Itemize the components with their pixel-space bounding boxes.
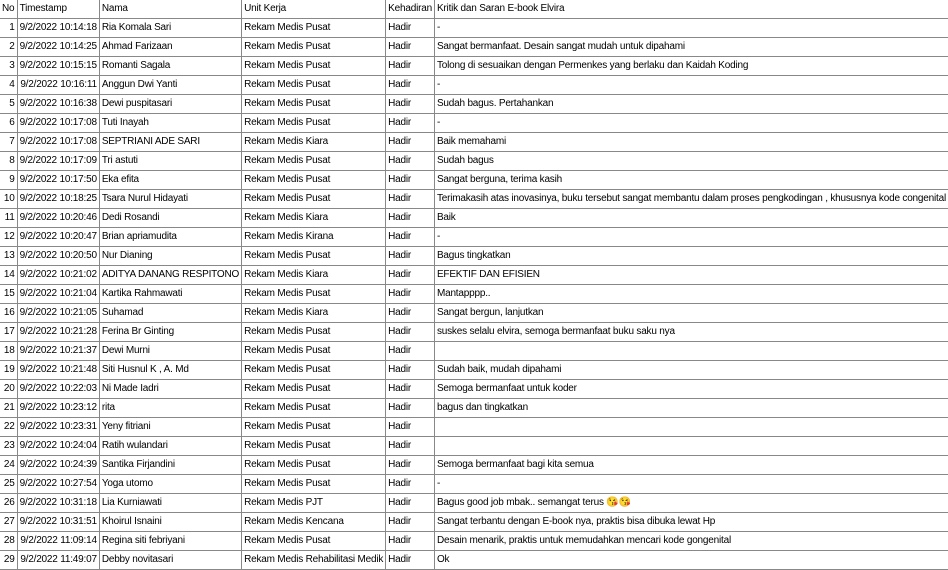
cell-no[interactable]: 27 xyxy=(0,513,17,532)
table-row xyxy=(0,209,948,228)
cell-kehadiran[interactable]: Hadir xyxy=(386,152,435,171)
cell-no[interactable]: 8 xyxy=(0,152,17,171)
cell-timestamp[interactable]: 9/2/2022 10:14:25 xyxy=(17,38,99,57)
table-row xyxy=(0,532,948,551)
cell-nama[interactable]: SEPTRIANI ADE SARI xyxy=(99,133,241,152)
cell-unit-kerja[interactable]: Rekam Medis Kiara xyxy=(242,266,386,285)
cell-no[interactable]: 10 xyxy=(0,190,17,209)
cell-timestamp[interactable]: 9/2/2022 10:21:28 xyxy=(17,323,99,342)
table-row xyxy=(0,57,948,76)
cell-nama[interactable]: Ria Komala Sari xyxy=(99,19,241,38)
cell-unit-kerja[interactable]: Rekam Medis Pusat xyxy=(242,399,386,418)
cell-no[interactable]: 15 xyxy=(0,285,17,304)
cell-kritik-saran[interactable]: Semoga bermanfaat untuk koder xyxy=(434,380,948,399)
cell-kehadiran[interactable]: Hadir xyxy=(386,133,435,152)
cell-unit-kerja[interactable]: Rekam Medis Pusat xyxy=(242,152,386,171)
cell-unit-kerja[interactable]: Rekam Medis PJT xyxy=(242,494,386,513)
cell-unit-kerja[interactable]: Rekam Medis Pusat xyxy=(242,171,386,190)
table-row xyxy=(0,342,948,361)
cell-unit-kerja[interactable]: Rekam Medis Pusat xyxy=(242,76,386,95)
cell-unit-kerja[interactable]: Rekam Medis Kencana xyxy=(242,513,386,532)
table-row xyxy=(0,19,948,38)
cell-timestamp[interactable]: 9/2/2022 10:20:46 xyxy=(17,209,99,228)
cell-nama[interactable]: rita xyxy=(99,399,241,418)
cell-unit-kerja[interactable]: Rekam Medis Pusat xyxy=(242,19,386,38)
cell-kritik-saran[interactable]: Desain menarik, praktis untuk memudahkan mencari kode gongenital xyxy=(434,532,948,551)
cell-no[interactable]: 2 xyxy=(0,38,17,57)
cell-kehadiran[interactable]: Hadir xyxy=(386,95,435,114)
cell-nama[interactable]: Ferina Br Ginting xyxy=(99,323,241,342)
cell-nama[interactable]: Tri astuti xyxy=(99,152,241,171)
cell-nama[interactable]: Yeny fitriani xyxy=(99,418,241,437)
cell-kritik-saran[interactable]: Bagus tingkatkan xyxy=(434,247,948,266)
cell-kritik-saran[interactable]: - xyxy=(434,19,948,38)
cell-kehadiran[interactable]: Hadir xyxy=(386,285,435,304)
cell-timestamp[interactable]: 9/2/2022 10:17:08 xyxy=(17,114,99,133)
cell-kritik-saran[interactable]: Bagus good job mbak.. semangat terus 😘😘 xyxy=(434,494,948,513)
cell-timestamp[interactable]: 9/2/2022 10:27:54 xyxy=(17,475,99,494)
cell-timestamp[interactable]: 9/2/2022 10:18:25 xyxy=(17,190,99,209)
cell-unit-kerja[interactable]: Rekam Medis Kirana xyxy=(242,228,386,247)
cell-unit-kerja[interactable]: Rekam Medis Pusat xyxy=(242,38,386,57)
table-row xyxy=(0,190,948,209)
cell-kritik-saran[interactable]: Sudah bagus. Pertahankan xyxy=(434,95,948,114)
cell-nama[interactable]: Ni Made Iadri xyxy=(99,380,241,399)
cell-kehadiran[interactable]: Hadir xyxy=(386,380,435,399)
cell-unit-kerja[interactable]: Rekam Medis Pusat xyxy=(242,456,386,475)
cell-unit-kerja[interactable]: Rekam Medis Pusat xyxy=(242,418,386,437)
header-unit-kerja[interactable]: Unit Kerja xyxy=(242,0,386,19)
header-no[interactable]: No xyxy=(0,0,17,19)
cell-timestamp[interactable]: 9/2/2022 10:23:31 xyxy=(17,418,99,437)
table-row xyxy=(0,152,948,171)
cell-nama[interactable]: Tuti Inayah xyxy=(99,114,241,133)
cell-nama[interactable]: Anggun Dwi Yanti xyxy=(99,76,241,95)
cell-kehadiran[interactable]: Hadir xyxy=(386,247,435,266)
cell-kritik-saran[interactable]: Sangat bergun, lanjutkan xyxy=(434,304,948,323)
cell-kritik-saran[interactable] xyxy=(434,418,948,437)
cell-nama[interactable]: Romanti Sagala xyxy=(99,57,241,76)
cell-kehadiran[interactable]: Hadir xyxy=(386,228,435,247)
cell-no[interactable]: 3 xyxy=(0,57,17,76)
cell-nama[interactable]: Lia Kurniawati xyxy=(99,494,241,513)
cell-nama[interactable]: Dewi puspitasari xyxy=(99,95,241,114)
cell-unit-kerja[interactable]: Rekam Medis Kiara xyxy=(242,304,386,323)
cell-kehadiran[interactable]: Hadir xyxy=(386,76,435,95)
cell-kritik-saran[interactable]: - xyxy=(434,114,948,133)
cell-no[interactable]: 24 xyxy=(0,456,17,475)
cell-nama[interactable]: Suhamad xyxy=(99,304,241,323)
table-row xyxy=(0,247,948,266)
cell-unit-kerja[interactable]: Rekam Medis Pusat xyxy=(242,323,386,342)
cell-kehadiran[interactable]: Hadir xyxy=(386,551,435,570)
table-row xyxy=(0,304,948,323)
cell-unit-kerja[interactable]: Rekam Medis Pusat xyxy=(242,247,386,266)
table-row xyxy=(0,323,948,342)
cell-kritik-saran[interactable]: Sudah baik, mudah dipahami xyxy=(434,361,948,380)
cell-kritik-saran[interactable]: Mantapppp.. xyxy=(434,285,948,304)
cell-unit-kerja[interactable]: Rekam Medis Pusat xyxy=(242,475,386,494)
cell-timestamp[interactable]: 9/2/2022 10:14:18 xyxy=(17,19,99,38)
cell-nama[interactable]: Ratih wulandari xyxy=(99,437,241,456)
cell-timestamp[interactable]: 9/2/2022 10:20:47 xyxy=(17,228,99,247)
cell-timestamp[interactable]: 9/2/2022 10:16:38 xyxy=(17,95,99,114)
cell-kehadiran[interactable]: Hadir xyxy=(386,304,435,323)
cell-timestamp[interactable]: 9/2/2022 10:23:12 xyxy=(17,399,99,418)
cell-timestamp[interactable]: 9/2/2022 10:15:15 xyxy=(17,57,99,76)
cell-kritik-saran[interactable]: Sangat bermanfaat. Desain sangat mudah untuk dipahami xyxy=(434,38,948,57)
cell-no[interactable]: 25 xyxy=(0,475,17,494)
cell-no[interactable]: 13 xyxy=(0,247,17,266)
cell-timestamp[interactable]: 9/2/2022 10:31:18 xyxy=(17,494,99,513)
cell-timestamp[interactable]: 9/2/2022 10:21:04 xyxy=(17,285,99,304)
cell-kritik-saran[interactable] xyxy=(434,437,948,456)
cell-kehadiran[interactable]: Hadir xyxy=(386,475,435,494)
cell-unit-kerja[interactable]: Rekam Medis Pusat xyxy=(242,114,386,133)
cell-kritik-saran[interactable]: Sangat terbantu dengan E-book nya, praktis bisa dibuka lewat Hp xyxy=(434,513,948,532)
cell-timestamp[interactable]: 9/2/2022 10:21:05 xyxy=(17,304,99,323)
cell-unit-kerja[interactable]: Rekam Medis Pusat xyxy=(242,342,386,361)
cell-kehadiran[interactable]: Hadir xyxy=(386,532,435,551)
table-row xyxy=(0,133,948,152)
cell-kritik-saran[interactable]: Baik memahami xyxy=(434,133,948,152)
cell-timestamp[interactable]: 9/2/2022 10:16:11 xyxy=(17,76,99,95)
cell-kehadiran[interactable]: Hadir xyxy=(386,266,435,285)
cell-kritik-saran[interactable]: Sangat berguna, terima kasih xyxy=(434,171,948,190)
cell-timestamp[interactable]: 9/2/2022 11:09:14 xyxy=(17,532,99,551)
cell-unit-kerja[interactable]: Rekam Medis Rehabilitasi Medik xyxy=(242,551,386,570)
cell-kehadiran[interactable]: Hadir xyxy=(386,19,435,38)
cell-timestamp[interactable]: 9/2/2022 10:17:09 xyxy=(17,152,99,171)
table-row xyxy=(0,361,948,380)
header-kehadiran[interactable]: Kehadiran xyxy=(386,0,435,19)
table-row xyxy=(0,76,948,95)
cell-unit-kerja[interactable]: Rekam Medis Pusat xyxy=(242,380,386,399)
cell-timestamp[interactable]: 9/2/2022 10:24:39 xyxy=(17,456,99,475)
cell-kehadiran[interactable]: Hadir xyxy=(386,190,435,209)
table-row xyxy=(0,266,948,285)
cell-nama[interactable]: Siti Husnul K , A. Md xyxy=(99,361,241,380)
cell-nama[interactable]: Santika Firjandini xyxy=(99,456,241,475)
cell-kritik-saran[interactable] xyxy=(434,342,948,361)
cell-kritik-saran[interactable]: Semoga bermanfaat bagi kita semua xyxy=(434,456,948,475)
cell-no[interactable]: 6 xyxy=(0,114,17,133)
table-row xyxy=(0,114,948,133)
cell-no[interactable]: 16 xyxy=(0,304,17,323)
cell-no[interactable]: 9 xyxy=(0,171,17,190)
cell-kehadiran[interactable]: Hadir xyxy=(386,418,435,437)
cell-no[interactable]: 20 xyxy=(0,380,17,399)
cell-nama[interactable]: Tsara Nurul Hidayati xyxy=(99,190,241,209)
cell-no[interactable]: 12 xyxy=(0,228,17,247)
cell-kritik-saran[interactable]: Sudah bagus xyxy=(434,152,948,171)
cell-unit-kerja[interactable]: Rekam Medis Pusat xyxy=(242,95,386,114)
cell-timestamp[interactable]: 9/2/2022 10:20:50 xyxy=(17,247,99,266)
cell-unit-kerja[interactable]: Rekam Medis Pusat xyxy=(242,361,386,380)
table-row xyxy=(0,285,948,304)
cell-unit-kerja[interactable]: Rekam Medis Kiara xyxy=(242,133,386,152)
cell-no[interactable]: 7 xyxy=(0,133,17,152)
cell-no[interactable]: 18 xyxy=(0,342,17,361)
cell-nama[interactable]: Kartika Rahmawati xyxy=(99,285,241,304)
table-row xyxy=(0,437,948,456)
cell-kehadiran[interactable]: Hadir xyxy=(386,494,435,513)
cell-no[interactable]: 11 xyxy=(0,209,17,228)
cell-no[interactable]: 4 xyxy=(0,76,17,95)
table-row xyxy=(0,513,948,532)
cell-no[interactable]: 22 xyxy=(0,418,17,437)
cell-kehadiran[interactable]: Hadir xyxy=(386,57,435,76)
cell-nama[interactable]: ADITYA DANANG RESPITONO xyxy=(99,266,241,285)
table-row xyxy=(0,228,948,247)
cell-no[interactable]: 29 xyxy=(0,551,17,570)
cell-unit-kerja[interactable]: Rekam Medis Pusat xyxy=(242,190,386,209)
cell-kehadiran[interactable]: Hadir xyxy=(386,456,435,475)
cell-no[interactable]: 28 xyxy=(0,532,17,551)
header-kritik-saran[interactable]: Kritik dan Saran E-book Elvira xyxy=(434,0,948,19)
cell-kritik-saran[interactable]: Terimakasih atas inovasinya, buku tersebut sangat membantu dalam proses pengkodingan , khususnya kode congenital xyxy=(434,190,948,209)
cell-kritik-saran[interactable]: Tolong di sesuaikan dengan Permenkes yang berlaku dan Kaidah Koding xyxy=(434,57,948,76)
cell-unit-kerja[interactable]: Rekam Medis Pusat xyxy=(242,285,386,304)
cell-nama[interactable]: Khoirul Isnaini xyxy=(99,513,241,532)
cell-nama[interactable]: Nur Dianing xyxy=(99,247,241,266)
cell-kritik-saran[interactable]: - xyxy=(434,475,948,494)
cell-kehadiran[interactable]: Hadir xyxy=(386,171,435,190)
cell-nama[interactable]: Regina siti febriyani xyxy=(99,532,241,551)
table-row xyxy=(0,171,948,190)
table-row xyxy=(0,380,948,399)
cell-nama[interactable]: Brian apriamudita xyxy=(99,228,241,247)
cell-kehadiran[interactable]: Hadir xyxy=(386,513,435,532)
cell-no[interactable]: 17 xyxy=(0,323,17,342)
cell-timestamp[interactable]: 9/2/2022 11:49:07 xyxy=(17,551,99,570)
cell-nama[interactable]: Ahmad Farizaan xyxy=(99,38,241,57)
table-row xyxy=(0,38,948,57)
cell-timestamp[interactable]: 9/2/2022 10:21:37 xyxy=(17,342,99,361)
cell-timestamp[interactable]: 9/2/2022 10:17:50 xyxy=(17,171,99,190)
cell-kritik-saran[interactable]: Ok xyxy=(434,551,948,570)
table-row xyxy=(0,456,948,475)
cell-kehadiran[interactable]: Hadir xyxy=(386,342,435,361)
cell-kehadiran[interactable]: Hadir xyxy=(386,114,435,133)
cell-kritik-saran[interactable]: - xyxy=(434,228,948,247)
header-row xyxy=(0,0,948,19)
cell-kritik-saran[interactable]: suskes selalu elvira, semoga bermanfaat buku saku nya xyxy=(434,323,948,342)
table-row xyxy=(0,551,948,570)
cell-no[interactable]: 1 xyxy=(0,19,17,38)
cell-timestamp[interactable]: 9/2/2022 10:22:03 xyxy=(17,380,99,399)
cell-timestamp[interactable]: 9/2/2022 10:31:51 xyxy=(17,513,99,532)
cell-no[interactable]: 19 xyxy=(0,361,17,380)
cell-nama[interactable]: Dewi Murni xyxy=(99,342,241,361)
cell-no[interactable]: 23 xyxy=(0,437,17,456)
table-row xyxy=(0,399,948,418)
cell-nama[interactable]: Eka efita xyxy=(99,171,241,190)
cell-no[interactable]: 26 xyxy=(0,494,17,513)
cell-unit-kerja[interactable]: Rekam Medis Kiara xyxy=(242,209,386,228)
cell-no[interactable]: 21 xyxy=(0,399,17,418)
table-row xyxy=(0,475,948,494)
header-nama[interactable]: Nama xyxy=(99,0,241,19)
table-row xyxy=(0,95,948,114)
cell-nama[interactable]: Dedi Rosandi xyxy=(99,209,241,228)
cell-kehadiran[interactable]: Hadir xyxy=(386,361,435,380)
cell-nama[interactable]: Debby novitasari xyxy=(99,551,241,570)
cell-no[interactable]: 5 xyxy=(0,95,17,114)
cell-unit-kerja[interactable]: Rekam Medis Pusat xyxy=(242,532,386,551)
cell-timestamp[interactable]: 9/2/2022 10:17:08 xyxy=(17,133,99,152)
cell-kritik-saran[interactable]: EFEKTIF DAN EFISIEN xyxy=(434,266,948,285)
cell-unit-kerja[interactable]: Rekam Medis Pusat xyxy=(242,437,386,456)
cell-kehadiran[interactable]: Hadir xyxy=(386,323,435,342)
cell-kehadiran[interactable]: Hadir xyxy=(386,437,435,456)
cell-nama[interactable]: Yoga utomo xyxy=(99,475,241,494)
cell-kehadiran[interactable]: Hadir xyxy=(386,399,435,418)
table-row xyxy=(0,494,948,513)
cell-timestamp[interactable]: 9/2/2022 10:21:02 xyxy=(17,266,99,285)
table-row xyxy=(0,418,948,437)
cell-kehadiran[interactable]: Hadir xyxy=(386,38,435,57)
cell-unit-kerja[interactable]: Rekam Medis Pusat xyxy=(242,57,386,76)
cell-kritik-saran[interactable]: Baik xyxy=(434,209,948,228)
cell-timestamp[interactable]: 9/2/2022 10:24:04 xyxy=(17,437,99,456)
cell-kritik-saran[interactable]: - xyxy=(434,76,948,95)
header-timestamp[interactable]: Timestamp xyxy=(17,0,99,19)
cell-no[interactable]: 14 xyxy=(0,266,17,285)
cell-kritik-saran[interactable]: bagus dan tingkatkan xyxy=(434,399,948,418)
cell-timestamp[interactable]: 9/2/2022 10:21:48 xyxy=(17,361,99,380)
cell-kehadiran[interactable]: Hadir xyxy=(386,209,435,228)
